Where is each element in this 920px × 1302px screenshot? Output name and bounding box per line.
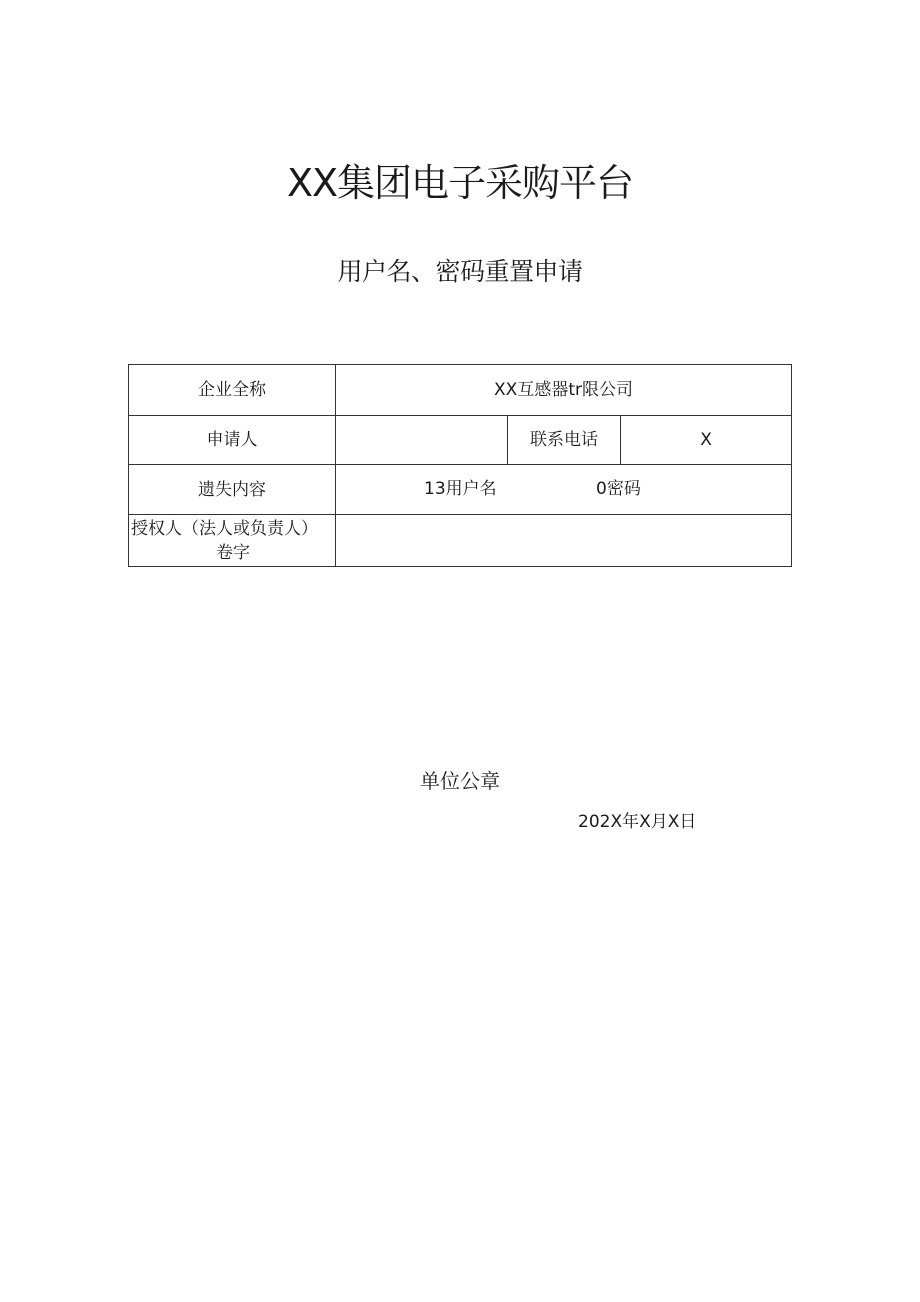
company-label: 企业全称 [129,365,336,416]
applicant-value [336,416,508,465]
application-form-table [128,364,792,567]
lost-content-label: 遗失内容 [129,465,336,515]
authorizer-label [129,515,336,567]
applicant-label: 申请人 [129,416,336,465]
phone-value: X [621,416,792,465]
authorizer-row [129,515,792,567]
applicant-row [129,416,792,465]
authorizer-label-line2: 卷字 [216,542,250,563]
phone-label: 联系电话 [508,416,621,465]
lost-content-row [129,465,792,515]
document-title: XX集团电子采购平台 [286,161,634,205]
authorizer-label-line1: 授权人（法人或负责人） [131,518,318,539]
authorizer-signature [336,515,792,567]
date-line: 202X年X月X日 [578,812,697,832]
lost-username-option: 13用户名 [424,479,497,499]
company-value: XX互感器tr限公司 [336,365,792,416]
lost-password-option: 0密码 [596,479,641,499]
document-subtitle: 用户名、密码重置申请 [337,257,583,286]
lost-content-value [336,465,792,515]
company-seal-label: 单位公章 [420,769,500,793]
company-row [129,365,792,416]
